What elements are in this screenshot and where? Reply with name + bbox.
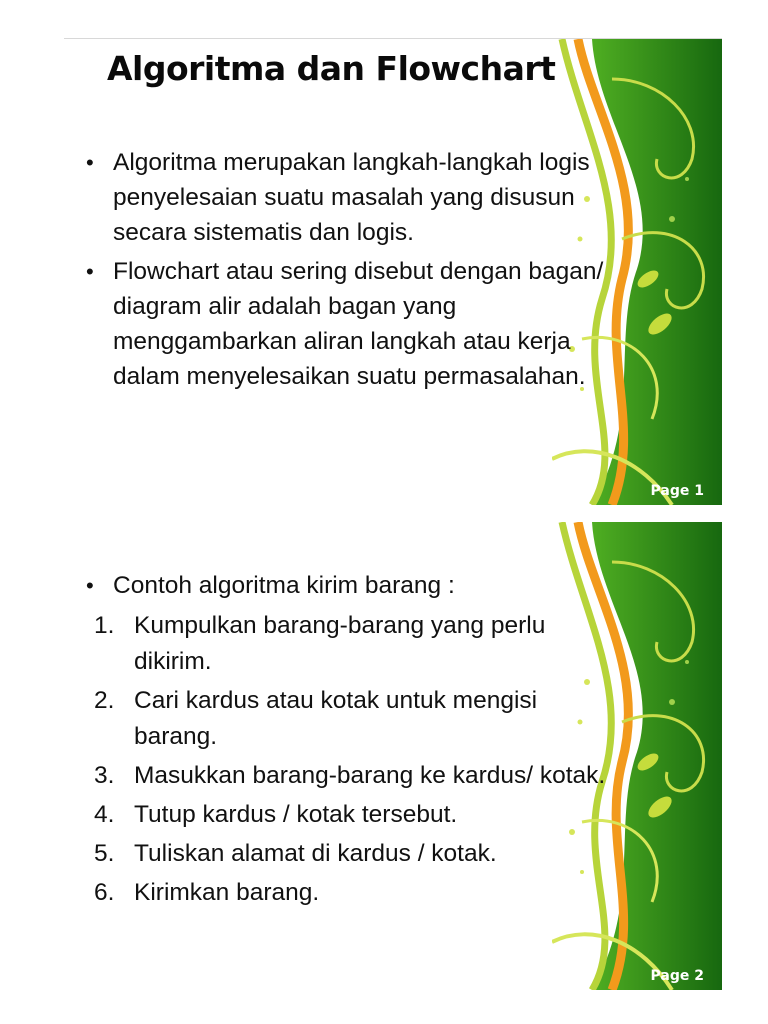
bullet-item (86, 145, 606, 250)
step-number: 4. (94, 801, 115, 828)
step-number: 5. (94, 840, 115, 867)
step-number: 3. (94, 762, 115, 789)
bullet-text: Flowchart atau sering disebut dengan bagan/ diagram alir adalah bagan yang menggambarkan aliran langkah atau kerja dalam menyelesaikan suatu permasalahan. (113, 258, 604, 390)
page-number: Page 1 (650, 483, 704, 499)
bullet-glyph: • (86, 259, 94, 284)
bullet-glyph: • (86, 573, 94, 598)
step-text: Kumpulkan barang-barang yang perlu dikirim. (134, 612, 546, 675)
slide-2 (64, 522, 722, 990)
slide-1 (64, 38, 722, 505)
slide-title: Algoritma dan Flowchart (107, 49, 556, 88)
step-text: Masukkan barang-barang ke kardus/ kotak. (134, 762, 606, 789)
bullet-glyph: • (86, 150, 94, 175)
page-number: Page 2 (650, 968, 704, 984)
bullet-list (86, 145, 606, 398)
step-item (94, 797, 614, 833)
step-text: Tutup kardus / kotak tersebut. (134, 801, 458, 828)
step-number: 1. (94, 612, 115, 639)
step-item (94, 683, 614, 755)
bullet-text: Contoh algoritma kirim barang : (113, 572, 455, 599)
step-item (94, 758, 614, 794)
step-item (94, 836, 614, 872)
bullet-list (86, 568, 606, 607)
step-text: Cari kardus atau kotak untuk mengisi barang. (134, 687, 538, 750)
step-item (94, 875, 614, 911)
step-text: Tuliskan alamat di kardus / kotak. (134, 840, 497, 867)
bullet-item (86, 254, 606, 394)
step-item (94, 608, 614, 680)
step-number: 6. (94, 879, 115, 906)
step-text: Kirimkan barang. (134, 879, 320, 906)
bullet-text: Algoritma merupakan langkah-langkah logis penyelesaian suatu masalah yang disusun secara sistematis dan logis. (113, 149, 590, 246)
step-number: 2. (94, 687, 115, 714)
bullet-item (86, 568, 606, 603)
step-list (94, 608, 614, 914)
